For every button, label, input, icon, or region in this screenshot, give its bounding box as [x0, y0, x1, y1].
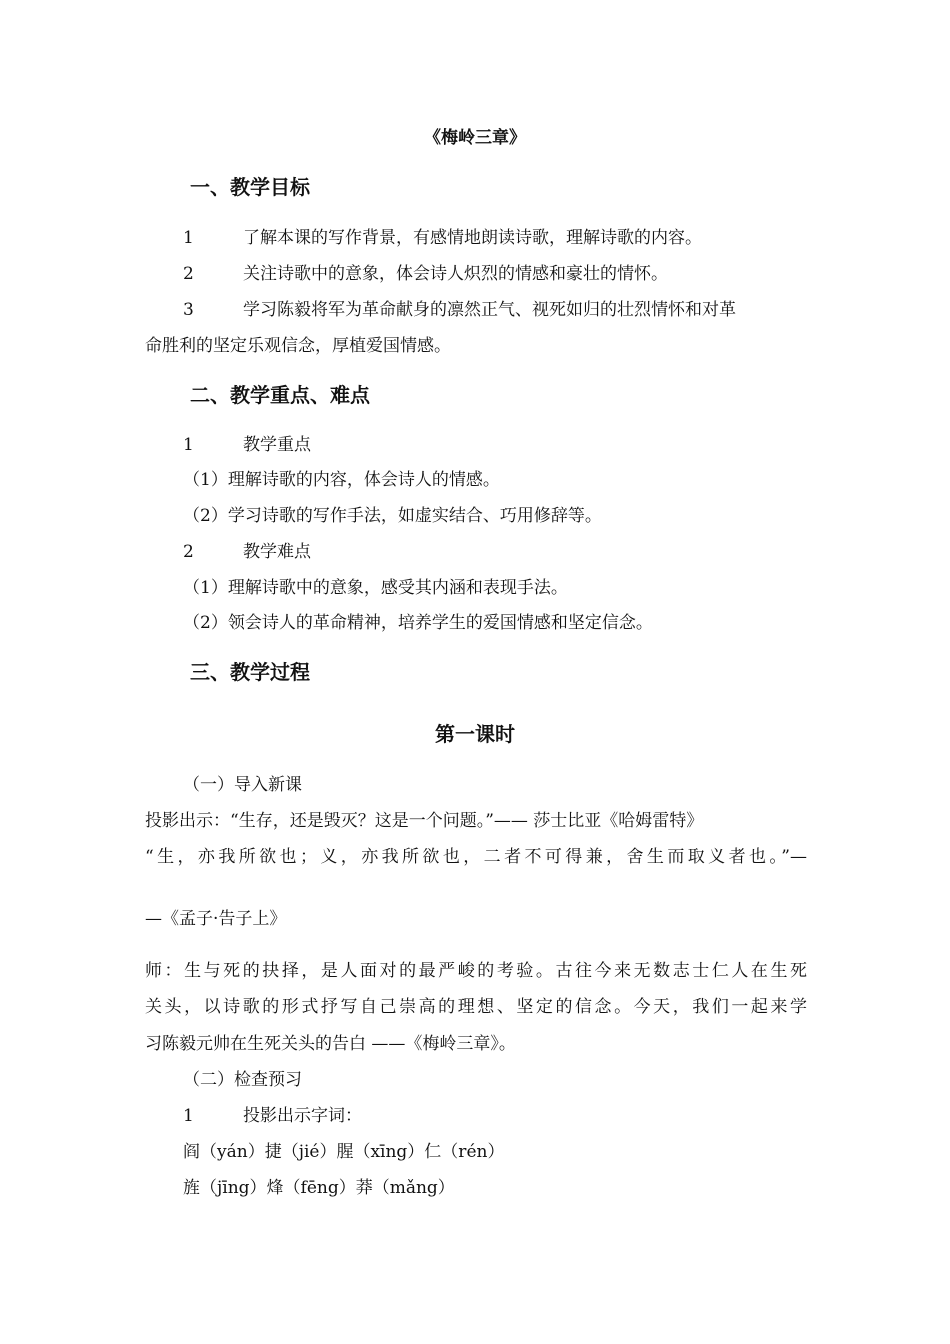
item-text: 教学难点 — [243, 542, 311, 562]
teacher-paragraph-line-2: 关头，以诗歌的形式抒写自己崇高的理想、坚定的信念。今天，我们一起来学 — [145, 997, 807, 1017]
lesson-heading: 第一课时 — [435, 722, 515, 746]
quote-mencius-source: —《孟子·告子上》 — [145, 909, 287, 929]
section-heading-process: 三、教学过程 — [190, 660, 310, 684]
key-point-1: （1）理解诗歌的内容，体会诗人的情感。 — [183, 470, 500, 490]
item-text: 教学重点 — [243, 435, 311, 455]
item-text: 了解本课的写作背景，有感情地朗读诗歌，理解诗歌的内容。 — [243, 228, 702, 248]
quote-shakespeare: 投影出示：“生存，还是毁灭？这是一个问题。”—— 莎士比亚《哈姆雷特》 — [145, 811, 704, 831]
objective-item-3-continued: 命胜利的坚定乐观信念，厚植爱国情感。 — [145, 336, 451, 356]
objective-item-2 — [183, 262, 668, 286]
item-number: 3 — [183, 300, 194, 320]
step-preview-check: （二）检查预习 — [183, 1070, 302, 1090]
item-text: 学习陈毅将军为革命献身的凛然正气、视死如归的壮烈情怀和对革 — [243, 300, 736, 320]
objective-item-1 — [183, 226, 702, 250]
quote-mencius: “生，亦我所欲也；义，亦我所欲也，二者不可得兼，舍生而取义者也。”— — [145, 847, 807, 867]
item-number: 2 — [183, 264, 194, 284]
difficulty-1: （1）理解诗歌中的意象，感受其内涵和表现手法。 — [183, 578, 568, 598]
difficulties-subheading — [183, 540, 311, 564]
section-heading-key-points: 二、教学重点、难点 — [190, 383, 370, 407]
item-number: 1 — [183, 228, 194, 248]
vocab-line-2: 旌（jīng）烽（fēng）莽（mǎng） — [183, 1178, 455, 1198]
section-heading-objectives: 一、教学目标 — [190, 175, 310, 199]
preview-item-1 — [183, 1104, 362, 1128]
item-number: 1 — [183, 435, 194, 455]
key-points-subheading — [183, 433, 311, 457]
vocab-line-1: 阎（yán）捷（jié）腥（xīng）仁（rén） — [183, 1142, 505, 1162]
objective-item-3 — [183, 298, 736, 322]
item-text: 关注诗歌中的意象，体会诗人炽烈的情感和豪壮的情怀。 — [243, 264, 668, 284]
item-number: 1 — [183, 1106, 194, 1126]
teacher-paragraph-line-3: 习陈毅元帅在生死关头的告白 ——《梅岭三章》。 — [145, 1034, 516, 1054]
item-text: 投影出示字词： — [243, 1106, 362, 1126]
teacher-paragraph-line-1: 师：生与死的抉择，是人面对的最严峻的考验。古往今来无数志士仁人在生死 — [145, 961, 807, 981]
difficulty-2: （2）领会诗人的革命精神，培养学生的爱国情感和坚定信念。 — [183, 613, 653, 633]
step-introduction: （一）导入新课 — [183, 775, 302, 795]
key-point-2: （2）学习诗歌的写作手法，如虚实结合、巧用修辞等。 — [183, 506, 602, 526]
document-title: 《梅岭三章》 — [424, 128, 526, 148]
item-number: 2 — [183, 542, 194, 562]
